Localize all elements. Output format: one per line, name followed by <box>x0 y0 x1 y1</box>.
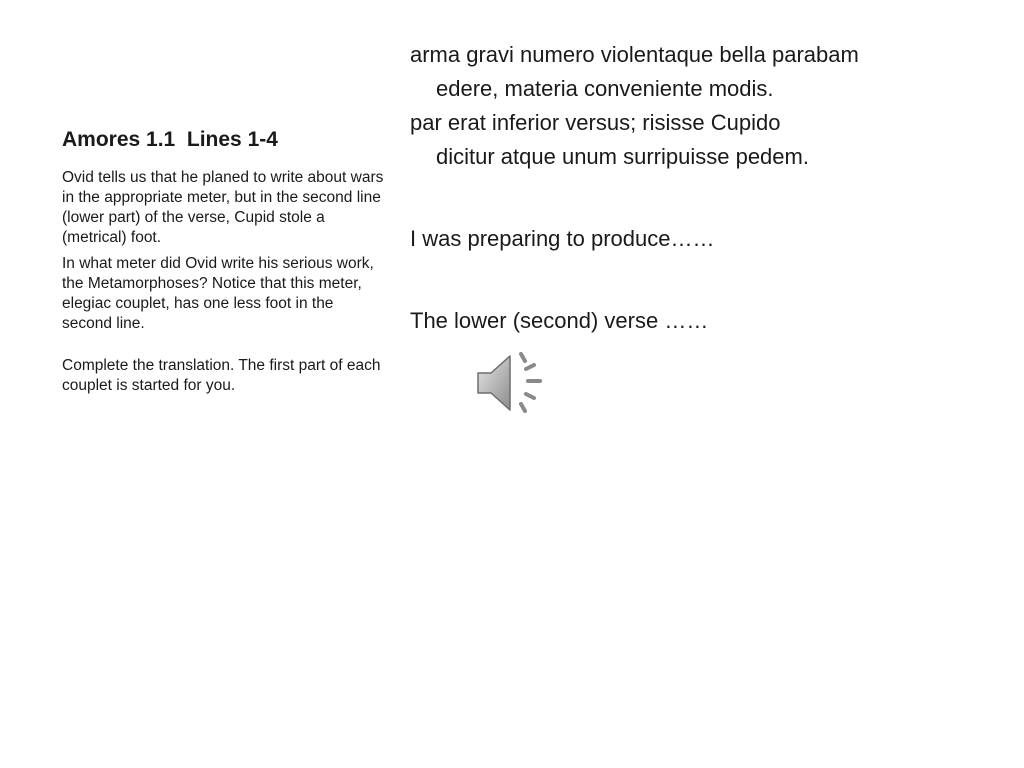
slide-title: Amores 1.1 Lines 1-4 <box>62 128 278 151</box>
verse-line: dicitur atque unum surripuisse pedem. <box>436 144 809 169</box>
audio-button[interactable] <box>474 348 548 418</box>
instructions-panel <box>62 168 384 402</box>
verse-line: arma gravi numero violentaque bella parabam <box>410 42 859 67</box>
translation-prompt: The lower (second) verse …… <box>410 308 709 333</box>
verse-line: edere, materia conveniente modis. <box>436 76 774 101</box>
verse-line: par erat inferior versus; risisse Cupido <box>410 110 781 135</box>
instruction-paragraph: Complete the translation. The first part of each couplet is started for you. <box>62 357 381 394</box>
translation-prompt: I was preparing to produce…… <box>410 226 715 251</box>
latin-text-panel <box>410 38 1000 338</box>
speaker-icon <box>474 348 548 418</box>
instruction-paragraph: In what meter did Ovid write his serious work, the Metamorphoses? Notice that this meter, elegiac couplet, has one less foot in the second line. <box>62 255 374 332</box>
instruction-paragraph: Ovid tells us that he planed to write about wars in the appropriate meter, but in the second line (lower part) of the verse, Cupid stole a (metrical) foot. <box>62 169 384 246</box>
